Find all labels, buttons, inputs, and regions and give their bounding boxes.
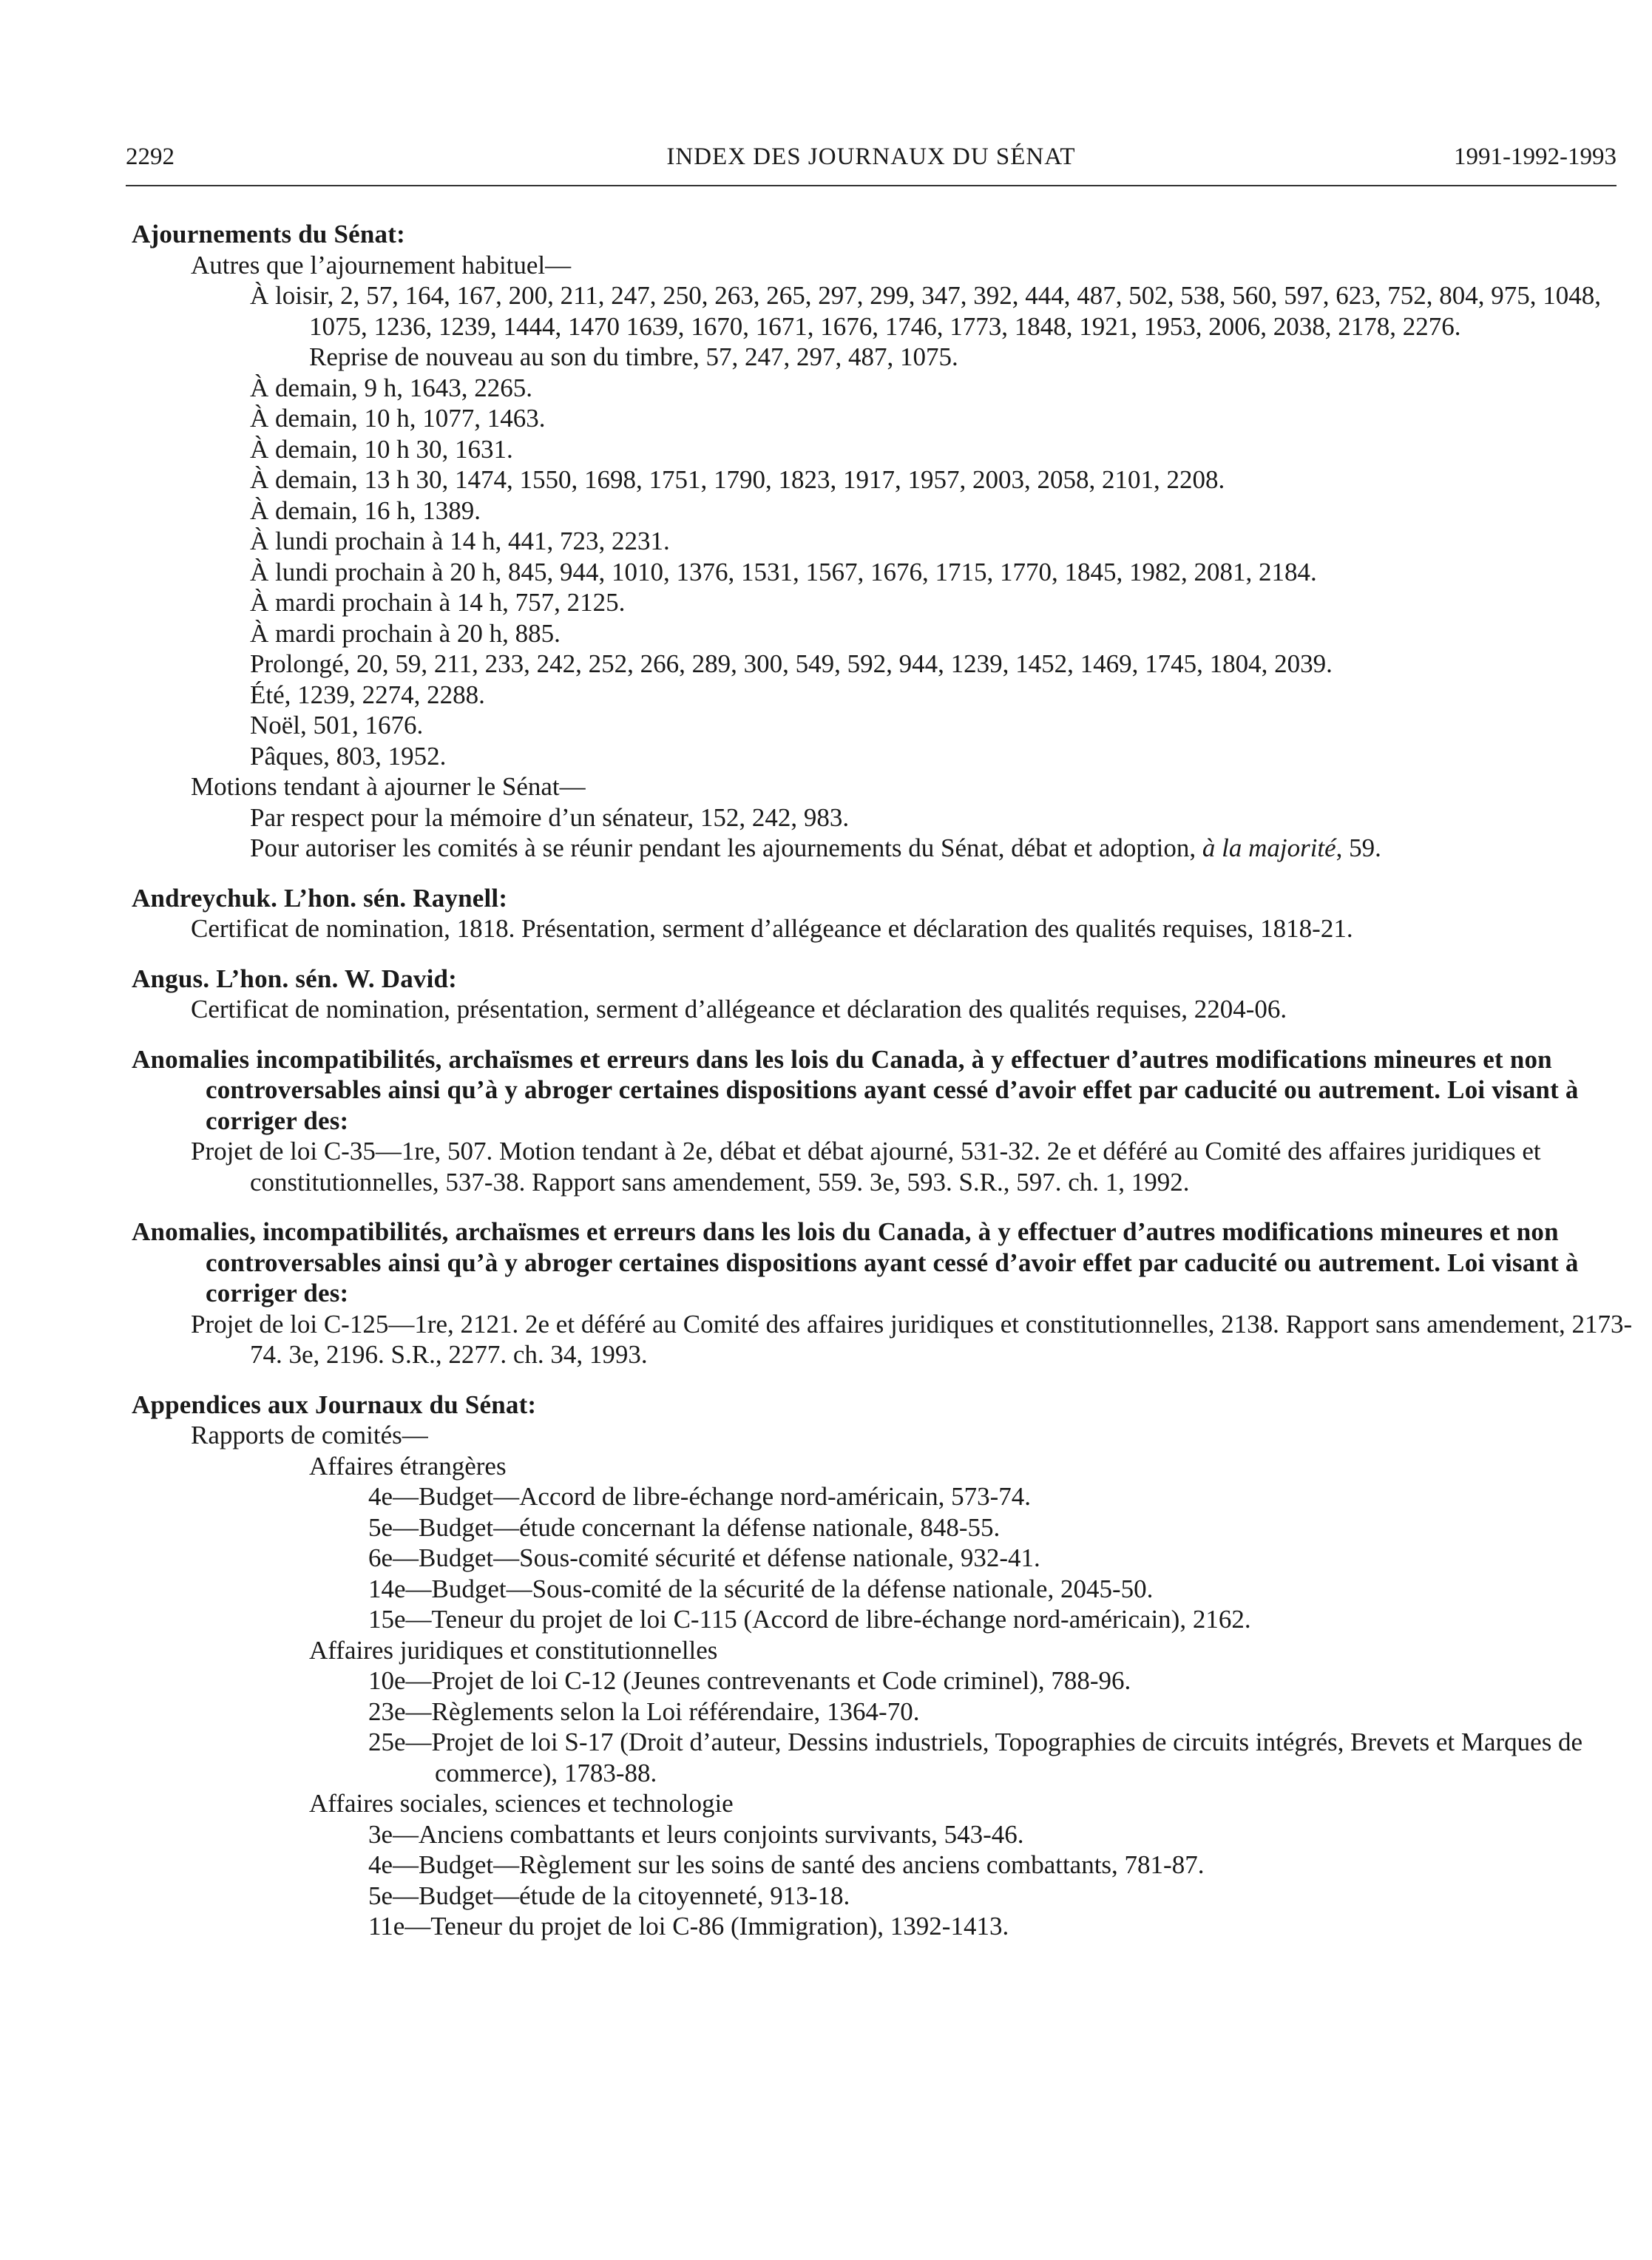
entry-heading: Ajournements du Sénat:: [132, 220, 405, 248]
index-entry: [132, 1390, 1644, 1942]
entry-line: Rapports de comités—: [191, 1421, 428, 1449]
entry-line: À lundi prochain à 20 h, 845, 944, 1010, 1376, 1531, 1567, 1676, 1715, 1770, 1845, 1982, 2081, 2184.: [250, 557, 1317, 586]
entry-line: 11e—Teneur du projet de loi C-86 (Immigration), 1392-1413.: [368, 1912, 1009, 1941]
entry-line: 15e—Teneur du projet de loi C-115 (Accord de libre-échange nord-américain), 2162.: [368, 1605, 1251, 1634]
entry-line: Pâques, 803, 1952.: [250, 741, 447, 771]
entry-line: À demain, 16 h, 1389.: [250, 495, 481, 525]
entry-line: 23e—Règlements selon la Loi référendaire, 1364-70.: [368, 1696, 920, 1726]
index-entry: [132, 964, 1644, 1025]
line-italic: à la majorité: [1202, 833, 1336, 862]
index-entry: [132, 1217, 1644, 1370]
entry-line: Reprise de nouveau au son du timbre, 57, 247, 297, 487, 1075.: [309, 342, 958, 371]
year-range: 1991-1992-1993: [1454, 143, 1617, 170]
index-entry: [132, 883, 1644, 944]
entry-line: Noël, 501, 1676.: [250, 711, 424, 740]
entry-line: 5e—Budget—étude concernant la défense nationale, 848-55.: [368, 1512, 1001, 1542]
index-entry: [132, 219, 1644, 864]
line-text: Pour autoriser les comités à se réunir pendant les ajournements du Sénat, débat et adoption,: [250, 833, 1202, 862]
page-number: 2292: [126, 143, 175, 170]
entry-heading: Andreychuk. L’hon. sén. Raynell:: [132, 883, 508, 913]
entry-heading: Appendices aux Journaux du Sénat:: [132, 1390, 537, 1419]
entry-line: 4e—Budget—Accord de libre-échange nord-américain, 573-74.: [368, 1482, 1032, 1511]
entry-line: À lundi prochain à 14 h, 441, 723, 2231.: [250, 527, 670, 555]
entry-line: Par respect pour la mémoire d’un sénateur, 152, 242, 983.: [250, 802, 850, 832]
entry-line: Été, 1239, 2274, 2288.: [250, 680, 485, 709]
entry-line: Motions tendant à ajourner le Sénat—: [191, 772, 586, 801]
entry-line: Affaires sociales, sciences et technologie: [309, 1789, 734, 1818]
entry-line: [132, 833, 1644, 864]
entry-line: Prolongé, 20, 59, 211, 233, 242, 252, 266, 289, 300, 549, 592, 944, 1239, 1452, 1469, 1745, 1804, 2039.: [250, 649, 1333, 678]
index-entry: [132, 1044, 1644, 1198]
line-after: , 59.: [1336, 833, 1381, 862]
entry-line: 3e—Anciens combattants et leurs conjoints survivants, 543-46.: [368, 1819, 1024, 1849]
page-header: [126, 141, 1617, 186]
index-content: [132, 219, 1644, 1961]
entry-line: Affaires étrangères: [309, 1451, 507, 1481]
entry-line: À mardi prochain à 14 h, 757, 2125.: [250, 588, 626, 617]
entry-heading: Anomalies, incompatibilités, archaïsmes et erreurs dans les lois du Canada, à y effectuer d’autres modifications mineures et non controversables ainsi qu’à y abroger certaines dispositions ayant cessé d’avoir effet par caducité ou autrement. Loi visant à corriger des:: [132, 1217, 1579, 1307]
entry-line: 14e—Budget—Sous-comité de la sécurité de la défense nationale, 2045-50.: [368, 1574, 1154, 1603]
entry-line: Autres que l’ajournement habituel—: [191, 250, 572, 280]
entry-line: À demain, 13 h 30, 1474, 1550, 1698, 1751, 1790, 1823, 1917, 1957, 2003, 2058, 2101, 2208.: [250, 465, 1225, 494]
entry-line: 5e—Budget—étude de la citoyenneté, 913-18.: [368, 1881, 850, 1910]
entry-line: 10e—Projet de loi C-12 (Jeunes contrevenants et Code criminel), 788-96.: [368, 1666, 1131, 1695]
entry-line: À demain, 10 h, 1077, 1463.: [250, 404, 546, 433]
entry-line: À demain, 10 h 30, 1631.: [250, 434, 513, 464]
entry-line: 25e—Projet de loi S-17 (Droit d’auteur, Dessins industriels, Topographies de circuits intégrés, Brevets et Marques de commerce), 1783-88.: [368, 1728, 1583, 1787]
running-title: INDEX DES JOURNAUX DU SÉNAT: [666, 143, 1076, 170]
entry-heading: Anomalies incompatibilités, archaïsmes et erreurs dans les lois du Canada, à y effectuer d’autres modifications mineures et non controversables ainsi qu’à y abroger certaines dispositions ayant cessé d’avoir effet par caducité ou autrement. Loi visant à corriger des:: [132, 1044, 1579, 1135]
entry-line: À loisir, 2, 57, 164, 167, 200, 211, 247, 250, 263, 265, 297, 299, 347, 392, 444, 487, 502, 538, 560, 597, 623, 752, 804, 975, 1048, 1075, 1236, 1239, 1444, 1470 1639, 1670, 1671, 1676, 1746, 1773, 1848, 1921, 1953, 2006, 2038, 2178, 2276.: [250, 281, 1602, 341]
entry-line: Affaires juridiques et constitutionnelles: [309, 1635, 718, 1665]
entry-line: Certificat de nomination, présentation, serment d’allégeance et déclaration des qualités requises, 2204-06.: [191, 995, 1287, 1024]
entry-heading: Angus. L’hon. sén. W. David:: [132, 964, 458, 993]
entry-line: 6e—Budget—Sous-comité sécurité et défense nationale, 932-41.: [368, 1543, 1040, 1572]
entry-line: À demain, 9 h, 1643, 2265.: [250, 373, 533, 402]
entry-line: À mardi prochain à 20 h, 885.: [250, 618, 561, 648]
entry-line: Certificat de nomination, 1818. Présentation, serment d’allégeance et déclaration des qualités requises, 1818-21.: [191, 914, 1353, 943]
entry-line: Projet de loi C-125—1re, 2121. 2e et déféré au Comité des affaires juridiques et constitutionnelles, 2138. Rapport sans amendement, 2173-74. 3e, 2196. S.R., 2277. ch. 34, 1993.: [191, 1309, 1633, 1369]
entry-line: 4e—Budget—Règlement sur les soins de santé des anciens combattants, 781-87.: [368, 1850, 1205, 1879]
entry-line: Projet de loi C-35—1re, 507. Motion tendant à 2e, débat et débat ajourné, 531-32. 2e et déféré au Comité des affaires juridiques et constitutionnelles, 537-38. Rapport sans amendement, 559. 3e, 593. S.R., 597. ch. 1, 1992.: [191, 1137, 1541, 1197]
